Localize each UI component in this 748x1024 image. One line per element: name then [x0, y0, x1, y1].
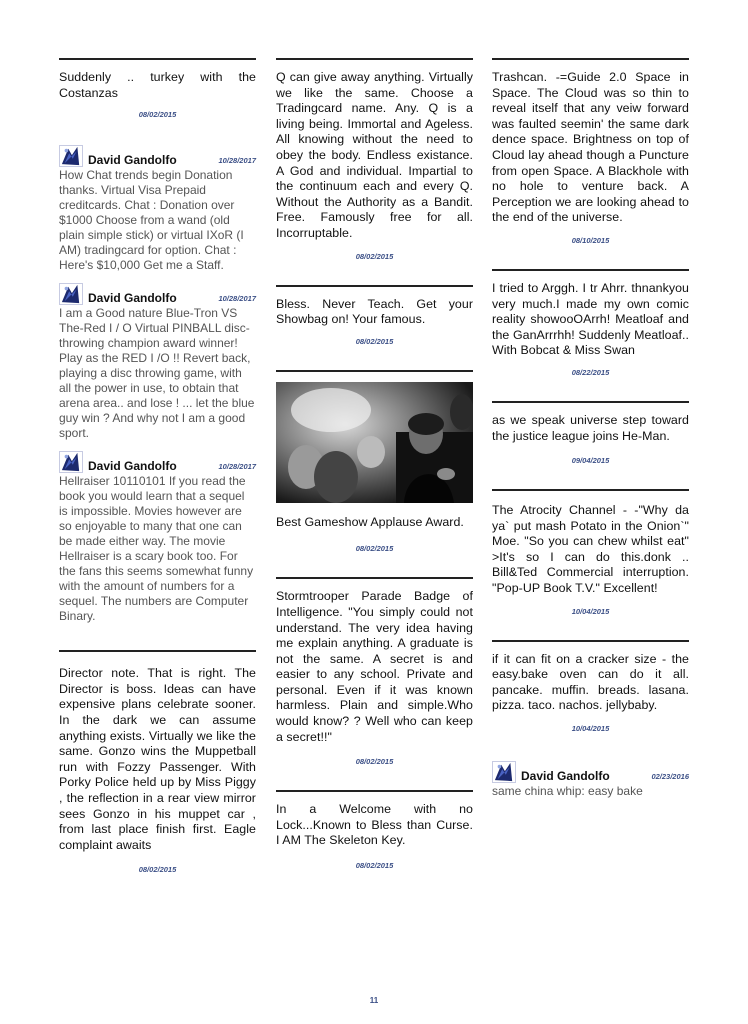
comment [59, 281, 256, 441]
avatar-icon [492, 761, 516, 783]
post-date: 10/04/2015 [571, 606, 610, 616]
comment [492, 759, 689, 799]
comment [59, 143, 256, 273]
post-date: 10/04/2015 [571, 724, 610, 734]
post-text: Best Gameshow Applause Award. [276, 514, 464, 529]
post [492, 489, 689, 616]
post-date: 08/02/2015 [355, 757, 394, 767]
divider [492, 640, 689, 642]
post [59, 650, 256, 874]
post [492, 269, 689, 377]
post-date: 08/02/2015 [138, 865, 177, 875]
comment-text: Hellraiser 10110101 If you read the book you would learn that a sequel is impossible. Movies however are so enjoyable to many that one can be made either way. The movie Hellraiser is a scary book too. For the fans this seems somewhat funny with the amount of numbers for a sequel. The numbers are Computer Binary. [59, 474, 254, 624]
post-date: 09/04/2015 [571, 456, 610, 466]
post [276, 285, 473, 346]
divider [492, 401, 689, 403]
divider [276, 577, 473, 579]
divider [276, 285, 473, 287]
divider [59, 650, 256, 652]
post-text: Stormtrooper Parade Badge of Intelligence. "You simply could not understand. The very idea having me explain anything. A graduate is not the same. A secret is and easier to any school. Private and personal. Even if it was known harmless. Plain and simple.Who would know? ? Well who can keep a secret!!" [276, 589, 473, 744]
post-date: 08/02/2015 [355, 861, 394, 871]
divider [59, 58, 256, 60]
divider [276, 790, 473, 792]
post-date: 08/02/2015 [355, 336, 394, 346]
comment-text: I am a Good nature Blue-Tron VS The-Red I / O Virtual PINBALL disc-throwing champion award winner! Play as the RED I /O !! Revert back, playing a disc throwing game, with all the power in use, to obtain that arena area.. and lose ! ... let the blue guy win ? And why not I am a good sport. [59, 306, 255, 441]
divider [492, 269, 689, 271]
comment-text: same china whip: easy bake [492, 784, 643, 799]
avatar-icon [59, 283, 83, 305]
post-text: Trashcan. -=Guide 2.0 Space in Space. The Cloud was so thin to reveal itself that any veiw forward was faulted seemin' the same dark dence space. Brightness on top of Cloud lay ahead though a Puncture from open Space. A Blackhole with no hole to venture back. A Perception we are looking ahead to the end of the universe. [492, 70, 689, 225]
post [276, 790, 473, 870]
column-1 [59, 58, 256, 895]
post [492, 640, 689, 733]
post-text: Director note. That is right. The Director is boss. Ideas can have expensive plans celebrate sooner. In the dark we can assume anything exists. Virtually we like the same. Gonzo wins the Muppetball run with Fozzy Passenger. With Porky Police held up by Miss Piggy , the reflection in a rear view mirror sees Gonzo in his muppet car , from last place finish first. Eagle complaint awaits [59, 666, 256, 852]
post-text: Suddenly .. turkey with the Costanzas [59, 70, 256, 100]
post-text: Q can give away anything. Virtually we like the same. Choose a Tradingcard name. Any. Q is a living being. Immortal and Ageless. All knowing without the need to obey the body. Endless existance. A God and individual. Impartial to the continuum each and every Q. Without the Authority as a Bandit. Free. Famously free for all. Incorruptable. [276, 70, 473, 240]
post-text: if it can fit on a cracker size - the easy.bake oven can do it all. pancake. muffin. breads. lasana. pizza. taco. nachos. jellybaby. [492, 651, 689, 713]
post-text: I tried to Arggh. I tr Ahrr. thnankyou very much.I made my own comic reality showooOArrh! Meatloaf and the GanArrrhh! Suddenly Meatloaf.. With Bobcat & Miss Swan [492, 280, 689, 358]
post-date: 08/10/2015 [571, 235, 610, 245]
divider [276, 58, 473, 60]
comment-author[interactable]: David Gandolfo [88, 153, 177, 168]
post-date: 08/02/2015 [355, 544, 394, 554]
post-date: 08/02/2015 [355, 251, 394, 261]
post [276, 58, 473, 261]
post-text: The Atrocity Channel - -"Why da ya` put mash Potato in the Onion`" Moe. "So you can chew whilst eat" >It's so I can do this.donk .. Bill&Ted Commercial interruption. "Pop-UP Book T.V." Excellent! [492, 503, 689, 596]
avatar-icon [59, 451, 83, 473]
post-date: 08/02/2015 [138, 110, 177, 120]
avatar-icon [59, 145, 83, 167]
comment [59, 449, 256, 624]
column-3 [492, 58, 689, 807]
post [276, 577, 473, 766]
page-number: 11 [369, 996, 379, 1005]
comment-date: 10/28/2017 [218, 156, 256, 166]
divider [492, 58, 689, 60]
post [492, 401, 689, 465]
comment-author[interactable]: David Gandolfo [88, 291, 177, 306]
comment-date: 10/28/2017 [218, 294, 256, 304]
post-text: Bless. Never Teach. Get your Showbag on! Your famous. [276, 296, 473, 327]
divider [492, 489, 689, 491]
post-date: 08/22/2015 [571, 367, 610, 377]
comment-author[interactable]: David Gandolfo [521, 769, 610, 784]
post-photo[interactable] [276, 382, 473, 503]
post [276, 370, 473, 554]
comment-date: 10/28/2017 [218, 462, 256, 472]
comment-text: How Chat trends begin Donation thanks. Virtual Visa Prepaid creditcards. Chat : Donation over $1000 Choose from a wand (old plain simple stick) or virtual IXoR (I AM) tradingcard for option. Chat : Here's $10,000 Get me a Staff. [59, 168, 244, 273]
post-text: as we speak universe step toward the justice league joins He-Man. [492, 412, 689, 443]
post-text: In a Welcome with no Lock...Known to Bless than Curse. I AM The Skeleton Key. [276, 802, 473, 848]
column-2 [276, 58, 473, 891]
comment-author[interactable]: David Gandolfo [88, 459, 177, 474]
post [59, 58, 256, 119]
post [492, 58, 689, 245]
comment-date: 02/23/2016 [651, 772, 689, 782]
divider [276, 370, 473, 372]
